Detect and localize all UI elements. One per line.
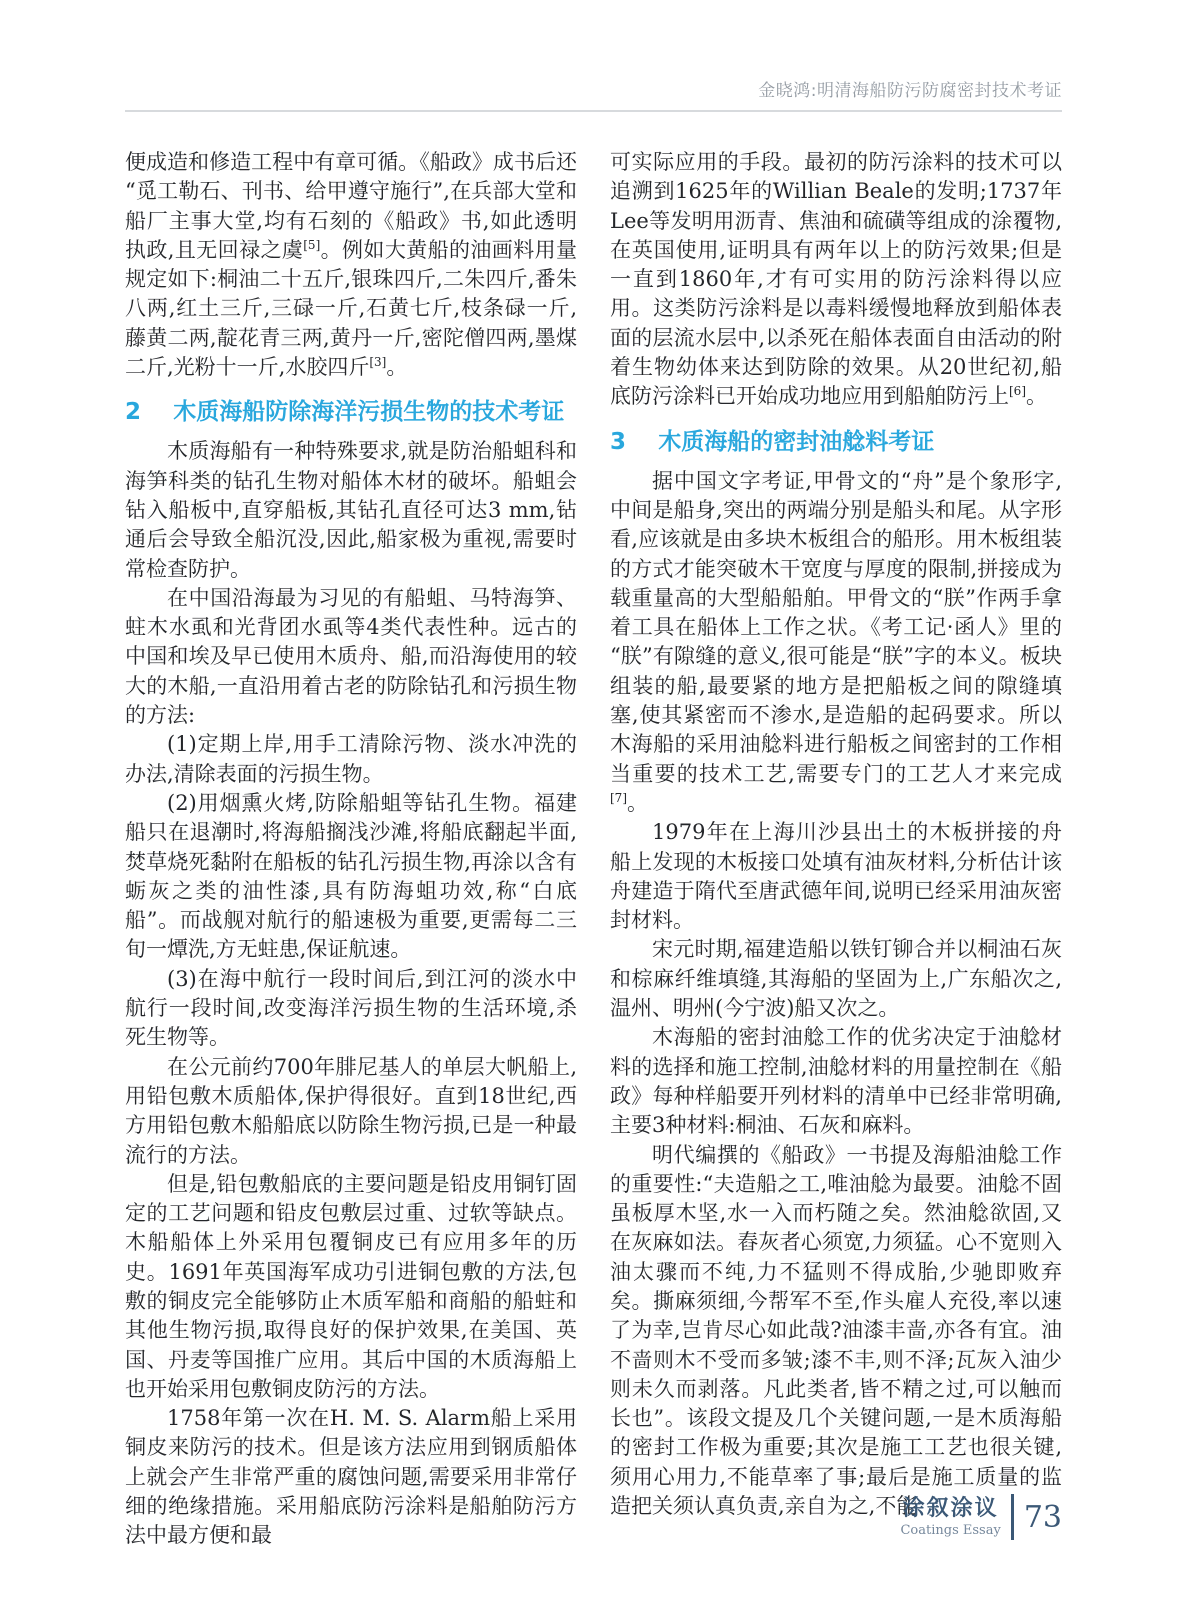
- section-title: 木质海船的密封油艌料考证: [658, 428, 935, 455]
- reference-superscript: [7]: [610, 790, 627, 805]
- paragraph: 据中国文字考证,甲骨文的“舟”是个象形字,中间是船身,突出的两端分别是船头和尾。从字形看,应该就是由多块木板组合的船形。用木板组装的方式才能突破木干宽度与厚度的限制,拼接成为载重量高的大型船船舶。甲骨文的“朕”作两手拿着工具在船体上工作之状。《考工记·函人》里的“朕”有隙缝的意义,很可能是“朕”字的本义。板块组装的船,最要紧的地方是把船板之间的隙缝填塞,使其紧密而不渗水,是造船的起码要求。所以木海船的采用油艌料进行船板之间密封的工作相当重要的技术工艺,需要专门的工艺人才来完成[7]。: [610, 468, 1062, 815]
- paragraph: 宋元时期,福建造船以铁钉铆合并以桐油石灰和棕麻纤维填缝,其海船的坚固为上,广东船次之,温州、明州(今宁波)船又次之。: [610, 937, 1062, 1021]
- footer-section-title-zh: 涂叙涂议: [902, 1495, 999, 1521]
- paragraph: 1979年在上海川沙县出土的木板拼接的舟船上发现的木板接口处填有油灰材料,分析估计该舟建造于隋代至唐武德年间,说明已经采用油灰密封材料。: [610, 820, 1062, 933]
- paragraph: 便成造和修造工程中有章可循。《船政》成书后还“觅工勒石、刊书、给甲遵守施行”,在兵部大堂和船厂主事大堂,均有石刻的《船政》书,如此透明执政,且无回禄之虞[5]。例如大黄船的油画料用量规定如下:桐油二十五斤,银珠四斤,二朱四斤,番朱八两,红土三斤,三碌一斤,石黄七斤,枝条碌一斤,藤黄二两,靛花青三两,黄丹一斤,密陀僧四两,墨煤二斤,光粉十一斤,水胶四斤[3]。: [125, 150, 577, 380]
- paragraph: (3)在海中航行一段时间后,到江河的淡水中航行一段时间,改变海洋污损生物的生活环境,杀死生物等。: [125, 966, 577, 1050]
- section-heading: [610, 427, 1062, 457]
- running-title: 金晓鸿:明清海船防污防腐密封技术考证: [758, 81, 1062, 101]
- section-number: 2: [125, 399, 142, 426]
- page-number: 73: [1023, 1499, 1062, 1535]
- paragraph: 1758年第一次在H. M. S. Alarm船上采用铜皮来防污的技术。但是该方法应用到钢质船体上就会产生非常严重的腐蚀问题,需要采用非常仔细的绝缘措施。采用船底防污涂料是船舶防污方法中最方便和最: [125, 1406, 577, 1548]
- reference-superscript: [5]: [303, 237, 321, 252]
- paragraph: 木海船的密封油艌工作的优劣决定于油艌材料的选择和施工控制,油艌材料的用量控制在《船政》每种样船要开列材料的清单中已经非常明确,主要3种材料:桐油、石灰和麻料。: [610, 1025, 1062, 1138]
- paragraph: (2)用烟熏火烤,防除船蛆等钻孔生物。福建船只在退潮时,将海船搁浅沙滩,将船底翻起半面,焚草烧死黏附在船板的钻孔污损生物,再涂以含有蛎灰之类的油性漆,具有防海蛆功效,称“白底船”。而战舰对航行的船速极为重要,更需每二三旬一燂洗,方无蛀患,保证航速。: [125, 790, 577, 962]
- paragraph: 在公元前约700年腓尼基人的单层大帆船上,用铅包敷木质船体,保护得很好。直到18世纪,西方用铅包敷木船船底以防除生物污损,已是一种最流行的方法。: [125, 1054, 577, 1167]
- reference-superscript: [3]: [369, 355, 387, 370]
- footer-divider: [1011, 1494, 1014, 1540]
- section-heading: [125, 397, 577, 427]
- reference-superscript: [6]: [1009, 384, 1026, 399]
- column-left: [125, 148, 577, 1551]
- paragraph: 可实际应用的手段。最初的防污涂料的技术可以追溯到1625年的Willian Beale的发明;1737年Lee等发明用沥青、焦油和硫磺等组成的涂覆物,在英国使用,证明具有两年以上的防污效果;但是一直到1860年,才有可实用的防污涂料得以应用。这类防污涂料是以毒料缓慢地释放到船体表面的层流水层中,以杀死在船体表面自由活动的附着生物幼体来达到防除的效果。从20世纪初,船底防污涂料已开始成功地应用到船舶防污上[6]。: [610, 150, 1062, 409]
- footer-section-title-en: Coatings Essay: [900, 1522, 1001, 1538]
- paragraph: 明代编撰的《船政》一书提及海船油艌工作的重要性:“夫造船之工,唯油艌为最要。油艌不固虽板厚木坚,水一入而朽随之矣。然油艌欲固,又在灰麻如法。舂灰者心须宽,力须猛。心不宽则入油太骤而不纯,力不猛则不得成胎,少驰即败弃矣。撕麻须细,今帮军不至,作头雇人充役,率以速了为幸,岂肯尽心如此哉?油漆丰啬,亦各有宜。油不啬则木不受而多皱;漆不丰,则不泽;瓦灰入油少则未久而剥落。凡此类者,皆不精之过,可以触而长也”。该段文提及几个关键问题,一是木质海船的密封工作极为重要;其次是施工工艺也很关键,须用心用力,不能草率了事;最后是施工质量的监造把关须认真负责,亲自为之,不能: [610, 1142, 1062, 1519]
- paragraph: 在中国沿海最为习见的有船蛆、马特海笋、蛀木水虱和光背团水虱等4类代表性种。远古的中国和埃及早已使用木质舟、船,而沿海使用的较大的木船,一直沿用着古老的防除钻孔和污损生物的方法:: [125, 585, 577, 728]
- column-right: [610, 148, 1062, 1551]
- page-header: [125, 76, 1062, 112]
- section-title: 木质海船防除海洋污损生物的技术考证: [173, 399, 565, 426]
- section-number: 3: [610, 428, 627, 455]
- header-rule: [125, 110, 1062, 112]
- paragraph: 木质海船有一种特殊要求,就是防治船蛆科和海笋科类的钻孔生物对船体木材的破坏。船蛆会钻入船板中,直穿船板,其钻孔直径可达3 mm,钻通后会导致全船沉没,因此,船家极为重视,需要时常检查防护。: [125, 439, 577, 581]
- page-footer: [900, 1494, 1062, 1540]
- paragraph: 但是,铅包敷船底的主要问题是铅皮用铜钉固定的工艺问题和铅皮包敷层过重、过软等缺点。木船船体上外采用包覆铜皮已有应用多年的历史。1691年英国海军成功引进铜包敷的方法,包敷的铜皮完全能够防止木质军船和商船的船蛀和其他生物污损,取得良好的保护效果,在美国、英国、丹麦等国推广应用。其后中国的木质海船上也开始采用包敷铜皮防污的方法。: [125, 1171, 577, 1401]
- footer-section-titles: [900, 1496, 1010, 1539]
- article-body: [125, 148, 1062, 1551]
- paragraph: (1)定期上岸,用手工清除污物、淡水冲洗的办法,清除表面的污损生物。: [125, 732, 577, 786]
